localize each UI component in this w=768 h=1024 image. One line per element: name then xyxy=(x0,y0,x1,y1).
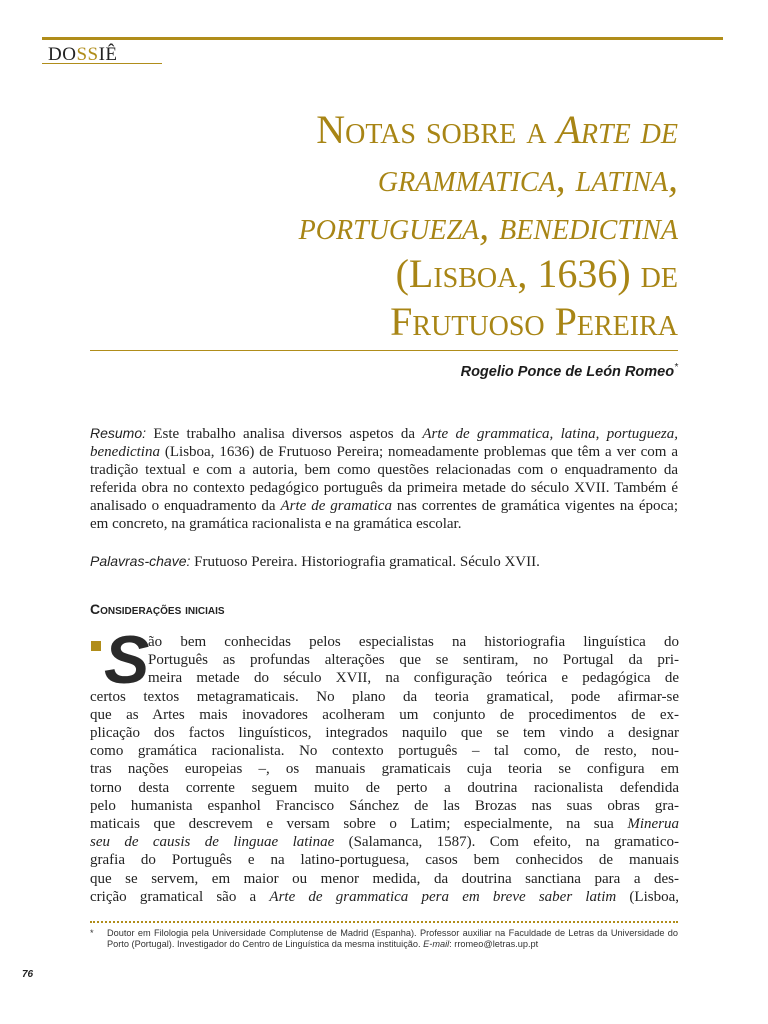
title-line5: Frutuoso Pereira xyxy=(390,299,678,344)
footnote-divider xyxy=(90,921,678,923)
keywords: Palavras-chave: Frutuoso Pereira. Historiografia gramatical. Século XVII. xyxy=(90,553,540,570)
title-rule xyxy=(90,350,678,351)
footnote: * Doutor em Filologia pela Universidade Complutense de Madrid (Espanha). Professor auxiliar na Faculdade de Letras da Universidade do Porto (Portugal). Investigador do Centro de Linguística da mesma instituição. E-mail: rromeo@letras.up.pt xyxy=(90,928,678,949)
title-line2: grammatica, latina, xyxy=(377,155,678,200)
section-heading: Considerações iniciais xyxy=(90,601,225,617)
page-number: 76 xyxy=(22,969,34,980)
title-line4: (Lisboa, 1636) de xyxy=(395,251,678,296)
abstract: Resumo: Este trabalho analisa diversos aspetos da Arte de grammatica, latina, portugueza, benedictina (Lisboa, 1636) de Frutuoso Pereira; nomeadamente problemas que têm a ver com a tradição textual e com a autoria, bem como questões relacionadas com o enquadramento da referida obra no contexto pedagógico português da primeira metade do século XVII. Também é analisado o enquadramento da Arte de gramatica nas correntes de gramática vigentes na época; em concreto, na gramática racionalista e na gramática escolar. xyxy=(90,425,678,532)
title-line1b: Arte de xyxy=(556,107,678,152)
article-title xyxy=(58,106,678,346)
author-name: Rogelio Ponce de León Romeo* xyxy=(460,362,678,380)
drop-cap: S xyxy=(104,622,150,698)
abstract-label: Resumo: xyxy=(90,425,147,441)
section-label: DOSSIÊ xyxy=(48,44,118,65)
keywords-label: Palavras-chave: xyxy=(90,553,191,569)
title-line1a: Notas sobre a xyxy=(316,107,557,152)
title-line3: portugueza, benedictina xyxy=(298,203,678,248)
body-text: ão bem conhecidas pelos especialistas na historiografia linguística do Português as profundas alterações que se sentiram, no Portugal da pri- meira metade do século XVII, na configuração teórica e pedagógica de certos textos metagramaticais. No plano da teoria gramatical, pode afirmar-se que as Artes mais inovadores acolheram um conjunto de procedimentos de ex- plicação dos factos linguísticos, integrados naquilo que se tem vindo a designar como gramática racionalista. No contexto português – tal como, de resto, nou- tras nações europeias –, os manuais gramaticais cuja teoria se configura em torno desta corrente seguem muito de perto a doutrina racionalista defendida pelo humanista espanhol Francisco Sánchez de las Brozas nas suas obras gra- maticais que descrevem e versam sobre o Latim; especialmente, na sua Minerua seu de causis de linguae latinae (Salamanca, 1587). Com efeito, na gramatico- grafia do Português e na latino-portuguesa, casos bem conhecidos de manuais que se servem, em maior ou menor medida, da doutrina sanctiana para a des- crição gramatical são a Arte de grammatica pera em breve saber latim (Lisboa, xyxy=(90,634,679,905)
